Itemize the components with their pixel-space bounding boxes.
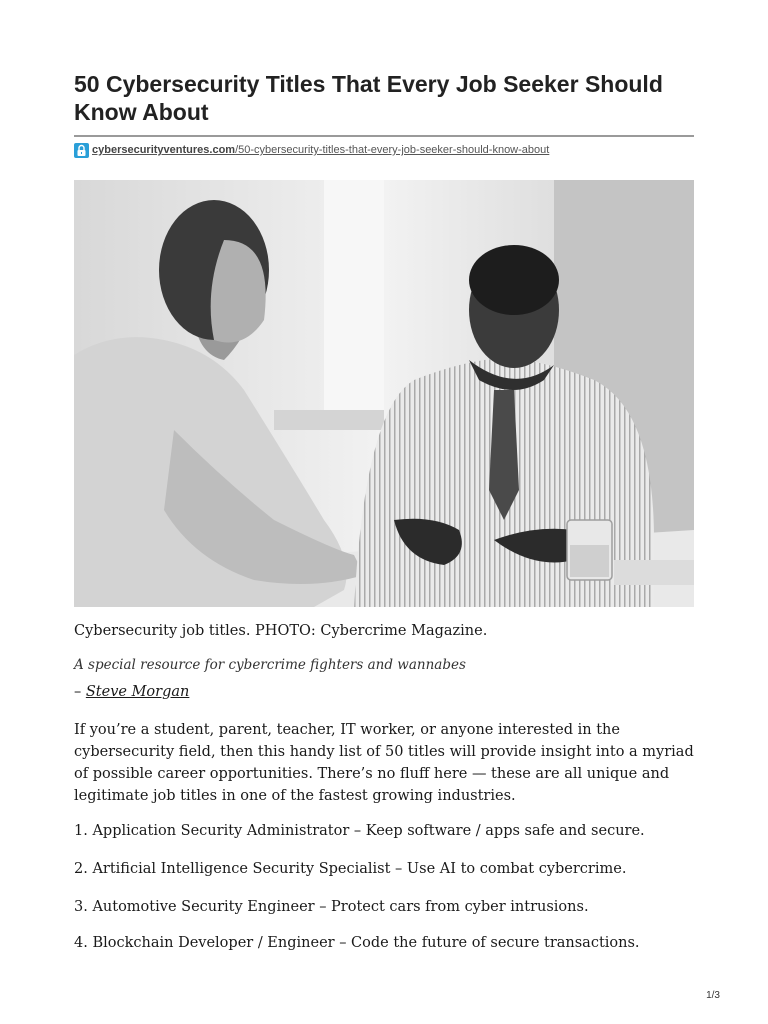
source-url-link[interactable] — [92, 144, 549, 156]
url-path: /50-cybersecurity-titles-that-every-job-seeker-should-know-about — [235, 144, 550, 156]
article-subtitle: A special resource for cybercrime fighters and wannabes — [74, 657, 466, 673]
intro-paragraph: If you’re a student, parent, teacher, IT worker, or anyone interested in the cybersecurity field, then this handy list of 50 titles will provide insight into a myriad of possible career opportunities. There’s no fluff here — these are all unique and legitimate job titles in one of the fastest growing industries. — [74, 722, 694, 804]
page-number: 1/3 — [706, 990, 720, 1001]
author-link[interactable]: Steve Morgan — [85, 684, 190, 700]
source-url-row[interactable] — [74, 141, 549, 159]
list-item: 2. Artificial Intelligence Security Specialist – Use AI to combat cybercrime. — [74, 861, 627, 877]
byline-dash: – — [74, 684, 82, 700]
list-item: 4. Blockchain Developer / Engineer – Code the future of secure transactions. — [74, 935, 640, 951]
title-divider — [74, 135, 694, 137]
list-item: 1. Application Security Administrator – Keep software / apps safe and secure. — [74, 823, 645, 839]
lock-icon — [74, 143, 89, 158]
url-domain: cybersecurityventures.com — [92, 144, 236, 156]
article-title: 50 Cybersecurity Titles That Every Job Seeker Should Know About — [74, 71, 663, 125]
list-item: 3. Automotive Security Engineer – Protect cars from cyber intrusions. — [74, 899, 589, 915]
byline — [74, 684, 189, 700]
article-photo — [74, 180, 694, 607]
image-caption: Cybersecurity job titles. PHOTO: Cybercrime Magazine. — [74, 623, 488, 639]
